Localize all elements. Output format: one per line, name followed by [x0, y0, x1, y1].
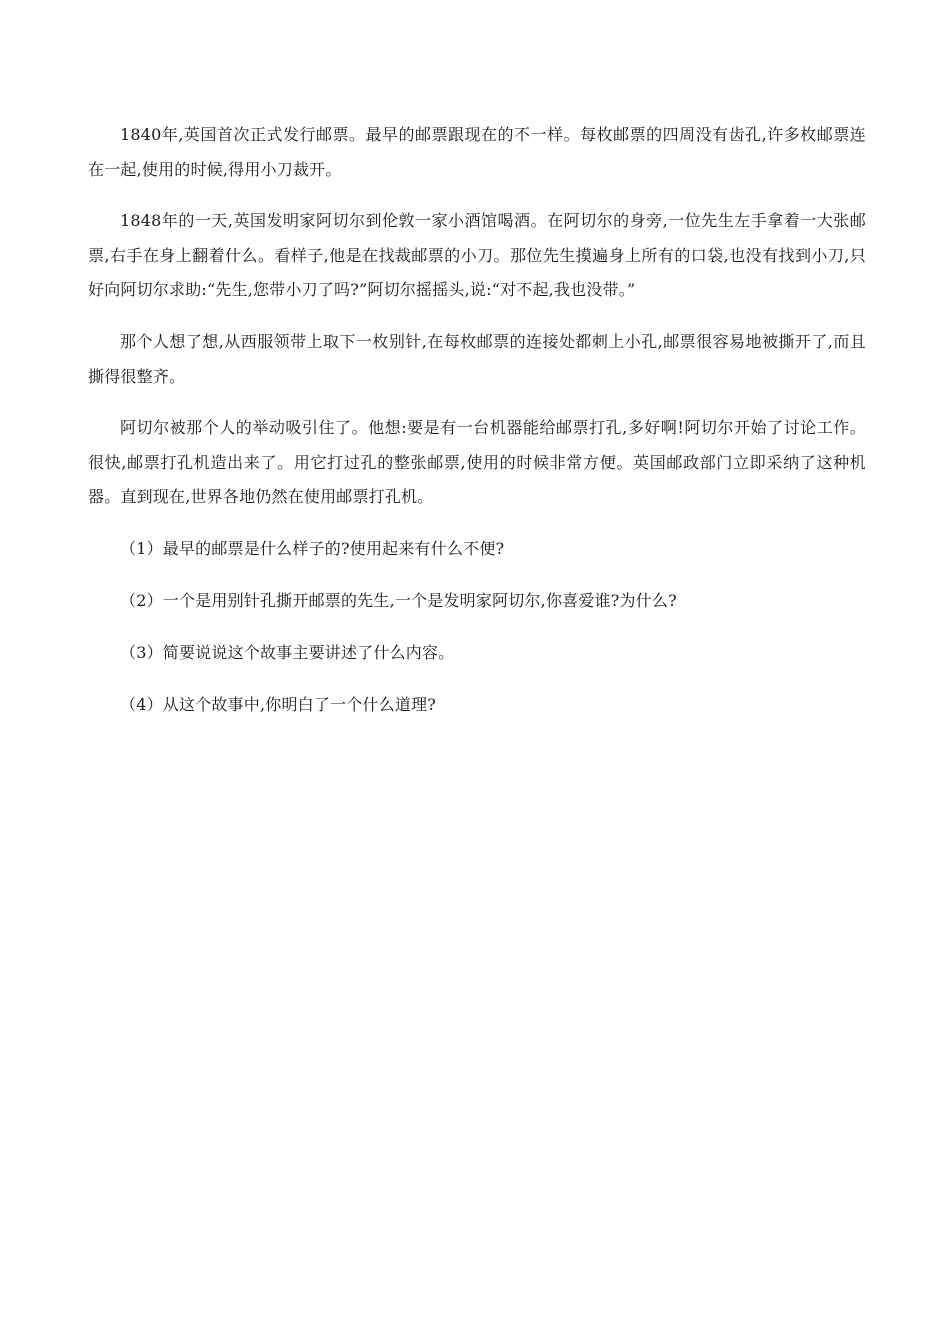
passage-paragraph-2: 1848年的一天,英国发明家阿切尔到伦敦一家小酒馆喝酒。在阿切尔的身旁,一位先生左手拿着一大张邮票,右手在身上翻着什么。看样子,他是在找裁邮票的小刀。那位先生摸遍身上所有的口袋,也没有找到小刀,只好向阿切尔求助:“先生,您带小刀了吗?”阿切尔摇摇头,说:“对不起,我也没带。”	[88, 211, 866, 300]
passage-paragraph-1: 1840年,英国首次正式发行邮票。最早的邮票跟现在的不一样。每枚邮票的四周没有齿孔,许多枚邮票连在一起,使用的时候,得用小刀裁开。	[88, 125, 866, 179]
question-1: （1）最早的邮票是什么样子的?使用起来有什么不便?	[120, 538, 505, 558]
question-2: （2）一个是用别针孔撕开邮票的先生,一个是发明家阿切尔,你喜爱谁?为什么?	[120, 590, 677, 610]
reading-passage	[88, 118, 866, 515]
document-page	[88, 118, 866, 740]
question-list	[88, 532, 866, 740]
question-3: （3）简要说说这个故事主要讲述了什么内容。	[120, 642, 455, 662]
question-4: （4）从这个故事中,你明白了一个什么道理?	[120, 694, 437, 714]
passage-paragraph-3: 那个人想了想,从西服领带上取下一枚别针,在每枚邮票的连接处都刺上小孔,邮票很容易地被撕开了,而且撕得很整齐。	[88, 331, 866, 386]
passage-paragraph-4: 阿切尔被那个人的举动吸引住了。他想:要是有一台机器能给邮票打孔,多好啊!阿切尔开始了讨论工作。很快,邮票打孔机造出来了。用它打过孔的整张邮票,使用的时候非常方便。英国邮政部门立即采纳了这种机器。直到现在,世界各地仍然在使用邮票打孔机。	[88, 418, 866, 507]
